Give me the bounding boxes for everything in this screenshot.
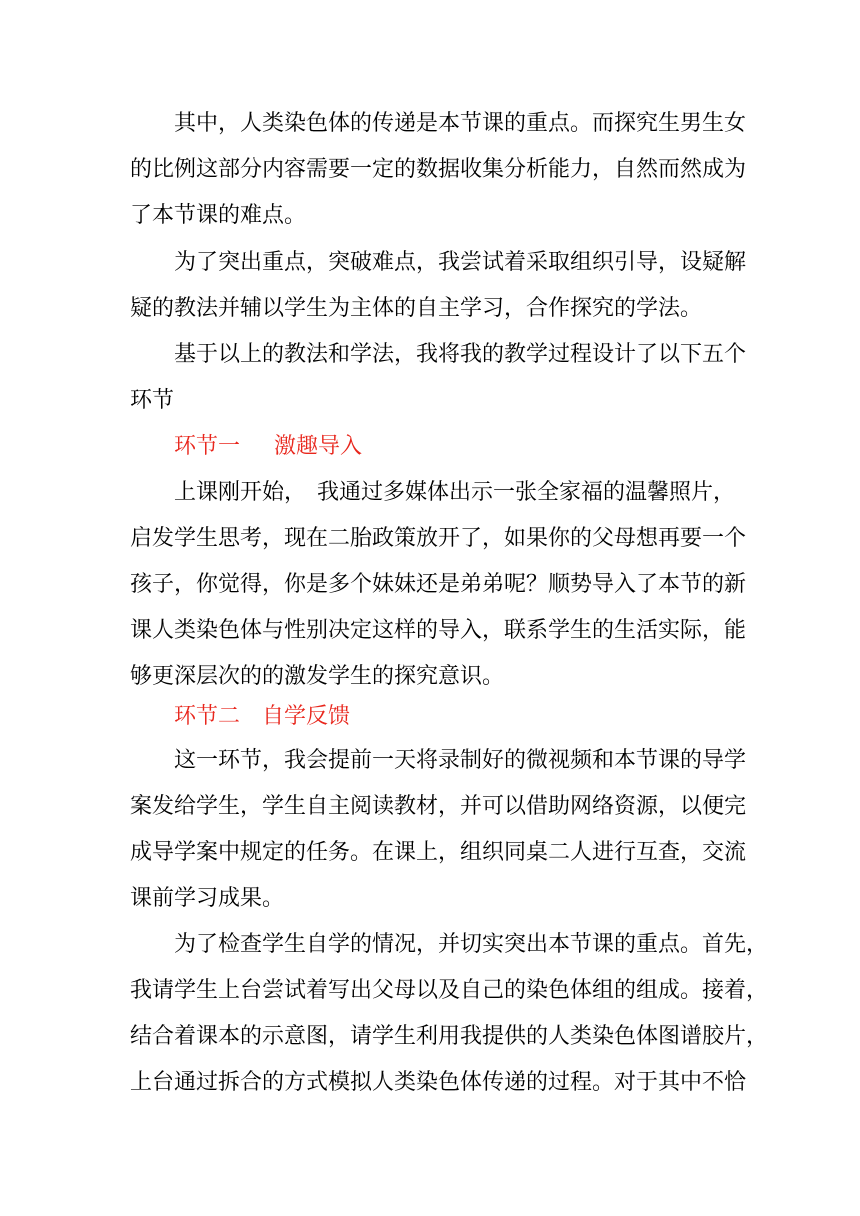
paragraph-4-line-2: 启发学生思考，现在二胎政策放开了，如果你的父母想再要一个 [130,526,747,551]
paragraph-5-line-1: 这一环节，我会提前一天将录制好的微视频和本节课的导学 [174,748,747,773]
section-heading-2-title: 自学反馈 [262,704,351,729]
paragraph-2-line-1: 为了突出重点，突破难点，我尝试着采取组织引导，设疑解 [174,250,747,275]
section-heading-2-number: 环节二 [174,704,241,729]
paragraph-5-line-4: 课前学习成果。 [130,886,285,911]
paragraph-6-line-3: 结合着课本的示意图，请学生利用我提供的人类染色体图谱胶片， [130,1024,769,1049]
paragraph-3-line-2: 环节 [130,388,175,413]
section-heading-1-title: 激趣导入 [274,434,363,459]
paragraph-6-line-1: 为了检查学生自学的情况，并切实突出本节课的重点。首先， [174,932,769,957]
paragraph-5-line-3: 成导学案中规定的任务。在课上，组织同桌二人进行互查，交流 [130,840,747,865]
paragraph-4-line-3: 孩子，你觉得，你是多个妹妹还是弟弟呢？顺势导入了本节的新 [130,572,747,597]
paragraph-5-line-2: 案发给学生，学生自主阅读教材，并可以借助网络资源，以便完 [130,794,747,819]
paragraph-6-line-2: 我请学生上台尝试着写出父母以及自己的染色体组的组成。接着， [130,978,769,1003]
section-heading-2 [174,700,350,734]
paragraph-3-line-1: 基于以上的教法和学法，我将我的教学过程设计了以下五个 [174,342,747,367]
paragraph-4-line-5: 够更深层次的的激发学生的探究意识。 [130,664,505,689]
paragraph-4-line-1: 上课刚开始， 我通过多媒体出示一张全家福的温馨照片， [174,480,736,505]
paragraph-4-line-4: 课人类染色体与性别决定这样的导入，联系学生的生活实际，能 [130,618,747,643]
paragraph-1-line-2: 的比例这部分内容需要一定的数据收集分析能力，自然而然成为 [130,157,747,182]
section-heading-1-number: 环节一 [174,434,241,459]
paragraph-1-line-3: 了本节课的难点。 [130,203,307,228]
paragraph-1-line-1: 其中，人类染色体的传递是本节课的重点。而探究生男生女 [174,111,747,136]
paragraph-2-line-2: 疑的教法并辅以学生为主体的自主学习，合作探究的学法。 [130,296,703,321]
paragraph-6-line-4: 上台通过拆合的方式模拟人类染色体传递的过程。对于其中不恰 [130,1070,747,1095]
section-heading-1 [174,430,362,464]
